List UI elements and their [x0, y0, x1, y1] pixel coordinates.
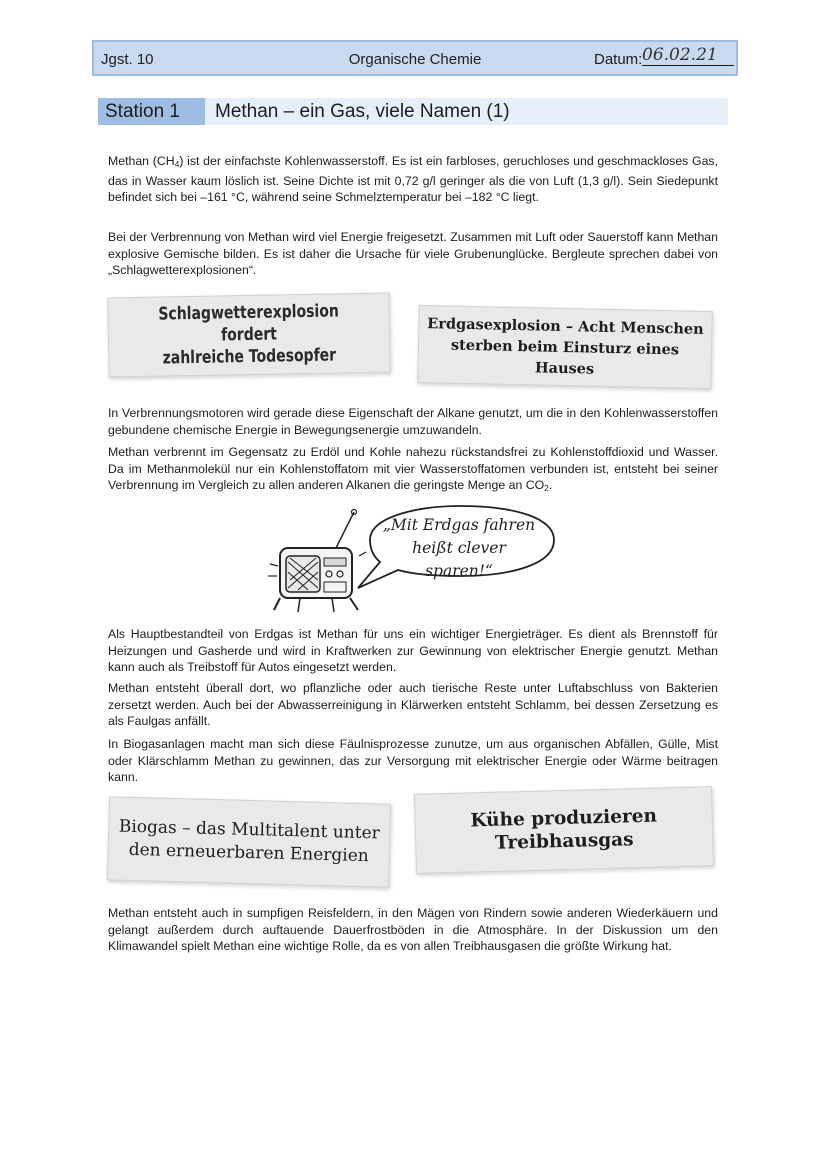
clipping-1-line-2: zahlreiche Todesopfer — [162, 345, 337, 369]
paragraph-combustion: Bei der Verbrennung von Methan wird viel Energie freigesetzt. Zusammen mit Luft oder Sauerstoff kann Methan explosive Gemische bilden. Es ist daher die Ursache für viele Grubenunglücke. Bergleute sprechen dabei von „Schlagwetterexplosionen“. — [108, 230, 718, 278]
clipping-3-line-1: Biogas – das Multitalent unter — [118, 816, 381, 844]
station-title: Methan – ein Gas, viele Namen (1) — [215, 101, 510, 122]
clipping-kuehe — [414, 786, 714, 874]
clipping-2-line-2: sterben beim Einsturz eines Hauses — [450, 336, 680, 378]
paragraph-properties — [108, 153, 718, 206]
clipping-2-line-1: Erdgasexplosion – Acht Menschen — [427, 314, 704, 338]
p4-text-b: . — [548, 478, 553, 493]
station-number: Station 1 — [98, 98, 205, 125]
paragraph-decomposition: Methan entsteht überall dort, wo pflanzliche oder auch tierische Reste unter Luftabschluss von Bakterien zersetzt werden. Auch bei der Abwasserreinigung in Klärwerken entsteht Schlamm, bei dessen Zersetzung es als Faulgas anfällt. — [108, 681, 718, 729]
speech-line-2: heißt clever sparen!“ — [412, 539, 506, 580]
date-label: Datum: — [594, 51, 643, 68]
station-title-bar — [98, 98, 728, 125]
worksheet-header — [92, 40, 738, 76]
clipping-4-line-1: Kühe produzieren — [470, 805, 658, 832]
clipping-4-line-2: Treibhausgas — [494, 829, 634, 854]
paragraph-biogas: In Biogasanlagen macht man sich diese Fäulnisprozesse zunutze, um aus organischen Abfällen, Gülle, Mist oder Klärschlamm Methan zu gewinnen, das zur Versorgung mit elektrischer Energie oder Wärme beitragen kann. — [108, 737, 718, 785]
speech-line-1: „Mit Erdgas fahren — [382, 516, 536, 534]
paragraph-climate: Methan entsteht auch in sumpfigen Reisfeldern, in den Mägen von Rindern sowie anderen Wiederkäuern und gelangt außerdem durch auftauende Dauerfrostböden in die Atmosphäre. In der Diskussion um den Klimawandel spielt Methan eine wichtige Rolle, da es von allen Treibhausgasen die größte Wirkung hat. — [108, 906, 718, 954]
p1-subscript: 4 — [174, 159, 180, 169]
p1-text-a: Methan (CH — [108, 154, 175, 168]
clipping-schlagwetter — [107, 293, 390, 378]
clipping-1-line-1: Schlagwetterexplosion fordert — [158, 301, 340, 346]
clipping-biogas — [107, 796, 391, 887]
date-value: 06.02.21 — [642, 45, 734, 66]
paragraph-engines: In Verbrennungsmotoren wird gerade diese Eigenschaft der Alkane genutzt, um die in den Kohlenwasserstoffen gebundene chemische Energie in Bewegungsenergie umzuwandeln. — [108, 406, 718, 437]
speech-bubble-text — [376, 514, 542, 583]
p4-subscript: 2 — [544, 483, 549, 494]
grade-label: Jgst. 10 — [101, 51, 154, 68]
clipping-3-line-2: den erneuerbaren Energien — [128, 839, 369, 867]
paragraph-energy-carrier: Als Hauptbestandteil von Erdgas ist Methan für uns ein wichtiger Energieträger. Es dient als Brennstoff für Heizungen und Gasherde und wird in Kraftwerken zur Gewinnung von elektrischer Energie genutzt. Methan kann auch als Treibstoff für Autos eingesetzt werden. — [108, 627, 718, 675]
clipping-erdgasexplosion — [417, 305, 713, 389]
subject-title: Organische Chemie — [348, 51, 482, 68]
p4-text-a: Methan verbrennt im Gegensatz zu Erdöl und Kohle nahezu rückstandsfrei zu Kohlenstoffdioxid und Wasser. Da im Methanmolekül nur ein Kohlenstoffatom mit vier Wasserstoffatomen verbunden ist, entsteht bei seiner Verbrennung im Vergleich zu allen anderen Alkanen die geringste Menge an CO — [108, 445, 718, 493]
p1-text-b: ) ist der einfachste Kohlenwasserstoff. Es ist ein farbloses, geruchloses und geschmackloses Gas, das in Wasser kaum löslich ist. Seine Dichte ist mit 0,72 g/l geringer als die von Luft (1,3 g/l). Sein Siedepunkt befindet sich bei –161 °C, während seine Schmelztemperatur bei –182 °C liegt. — [108, 154, 719, 205]
paragraph-clean-burning — [108, 444, 718, 497]
